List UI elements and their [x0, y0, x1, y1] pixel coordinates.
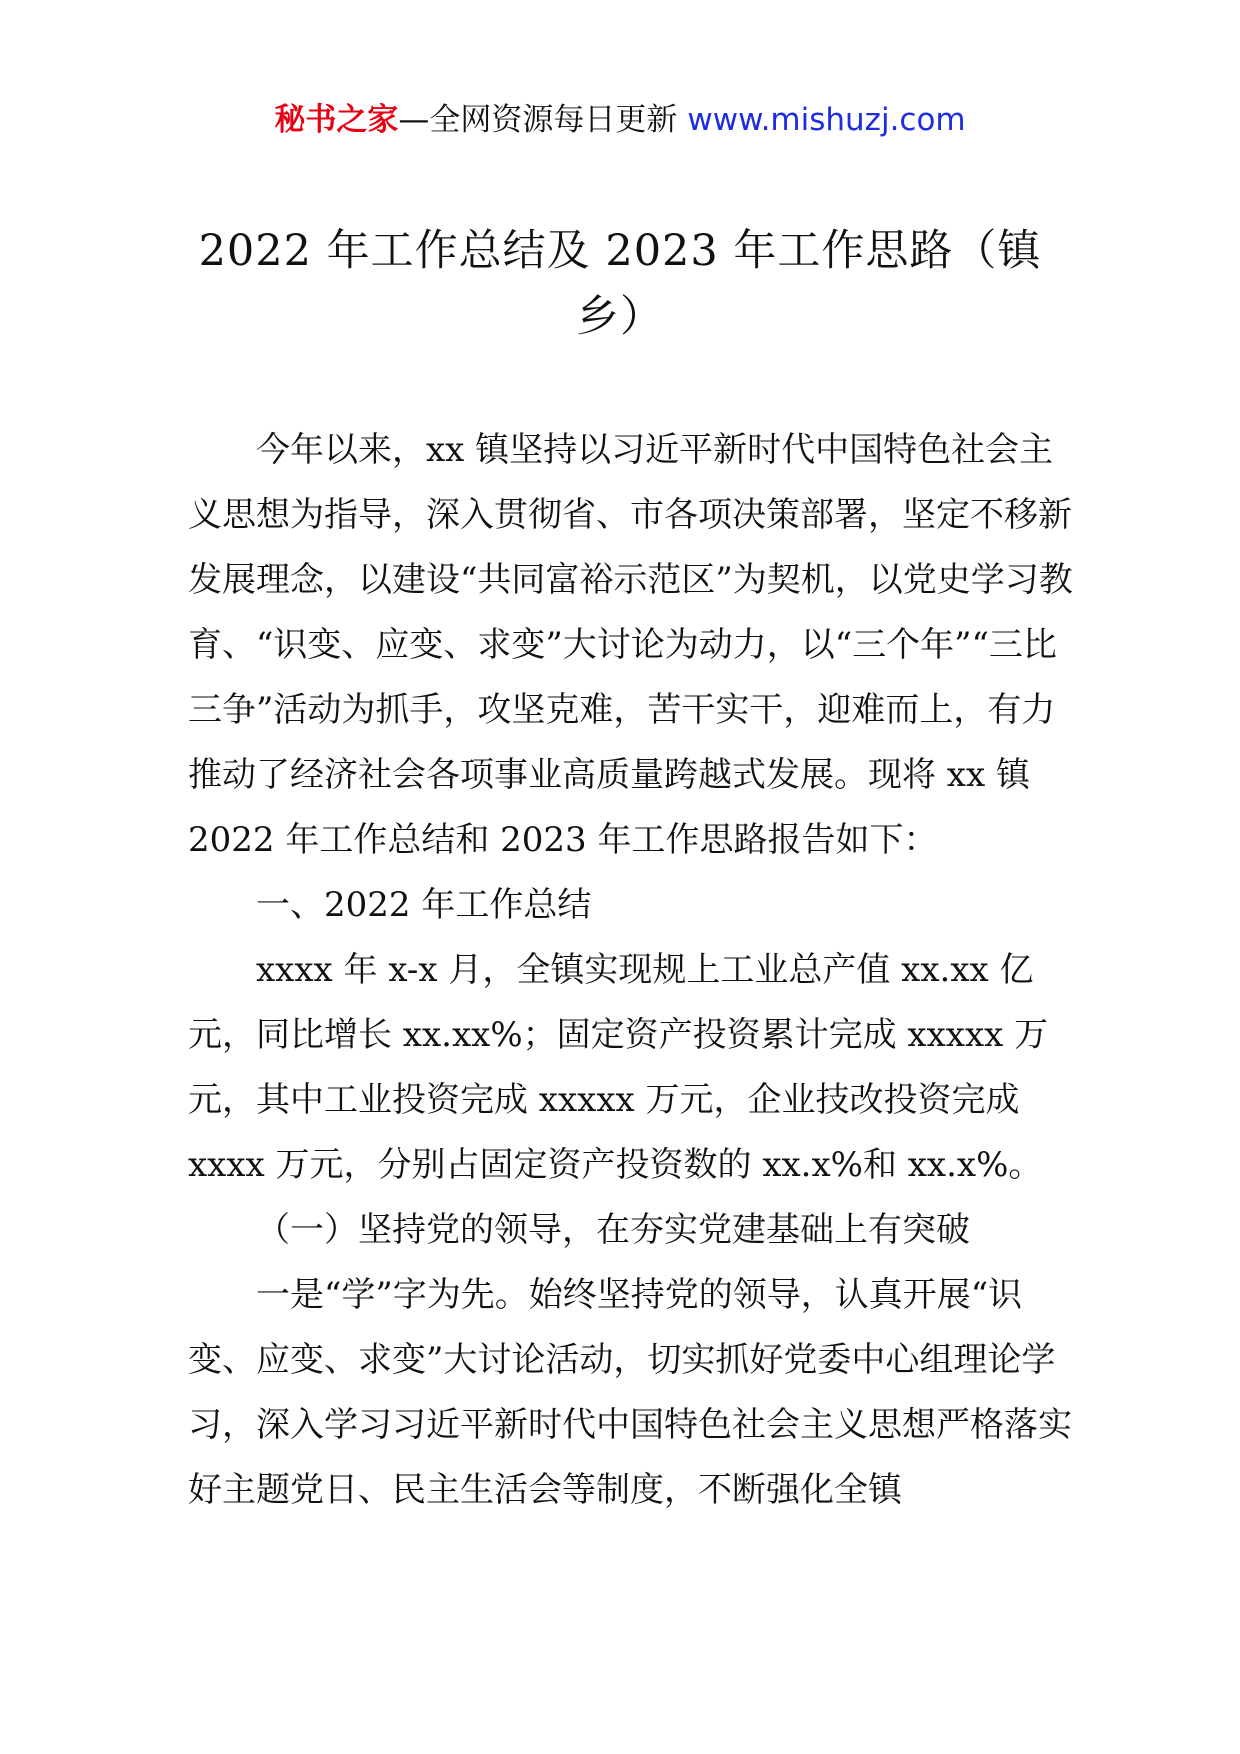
subsection-heading: （一）坚持党的领导，在夯实党建基础上有突破 — [256, 1210, 970, 1250]
header-slogan: —全网资源每日更新 — [398, 102, 678, 138]
section-heading: 一、2022 年工作总结 — [256, 885, 592, 925]
document-body — [188, 418, 1078, 1523]
document-title: 2022 年工作总结及 2023 年工作思路（镇乡） — [198, 226, 1042, 342]
brand-name: 秘书之家 — [274, 102, 399, 138]
stats-paragraph: xxxx 年 x-x 月，全镇实现规上工业总产值 xx.xx 亿元，同比增长 xx.xx%；固定资产投资累计完成 xxxxx 万元，其中工业投资完成 xxxxx 万元，企业技改投资完成 xxxx 万元，分别占固定资产投资数的 xx.x%和 xx.x%。 — [188, 950, 1049, 1185]
site-header — [0, 98, 1240, 142]
body-paragraph: 一是“学”字为先。始终坚持党的领导，认真开展“识变、应变、求变”大讨论活动，切实抓好党委中心组理论学习，深入学习习近平新时代中国特色社会主义思想严格落实好主题党日、民主生活会等制度，不断强化全镇 — [188, 1275, 1072, 1510]
intro-paragraph: 今年以来，xx 镇坚持以习近平新时代中国特色社会主义思想为指导，深入贯彻省、市各项决策部署，坚定不移新发展理念，以建设“共同富裕示范区”为契机，以党史学习教育、“识变、应变、求变”大讨论为动力，以“三个年”“三比三争”活动为抓手，攻坚克难，苦干实干，迎难而上，有力推动了经济社会各项事业高质量跨越式发展。现将 xx 镇 2022 年工作总结和 2023 年工作思路报告如下： — [188, 430, 1073, 860]
site-url-link[interactable]: www.mishuzj.com — [687, 102, 966, 138]
